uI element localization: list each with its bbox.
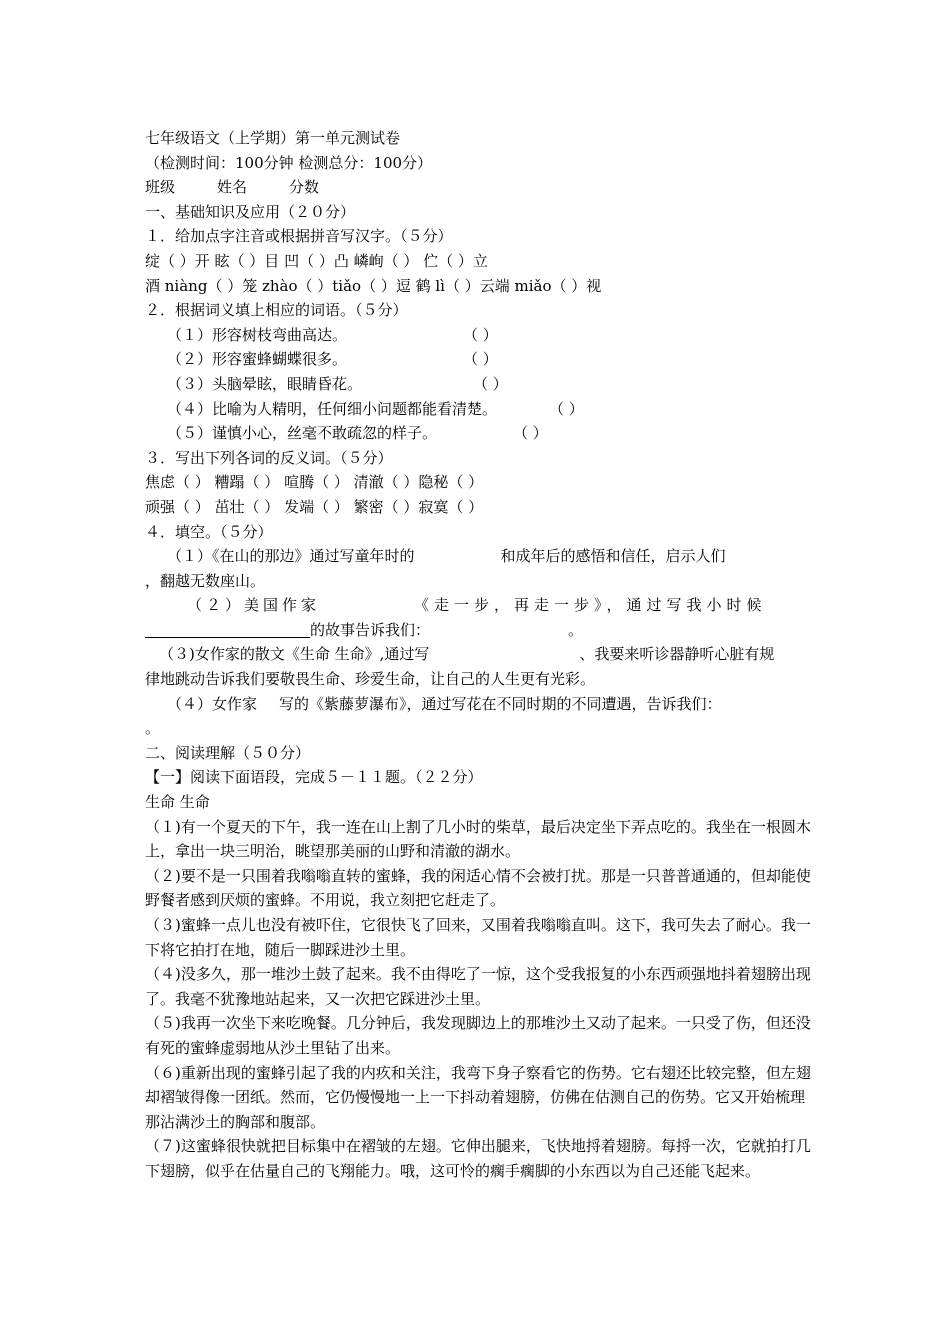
q4-item4: （４）女作家 写的《紫藤萝瀑布》，通过写花在不同时期的不同遭遇，告诉我们： bbox=[167, 694, 722, 713]
q4-item1: （１）《在山的那边》通过写童年时的 和成年后的感悟和信任，启示人们 bbox=[167, 547, 726, 566]
name-label: 姓名 bbox=[217, 178, 248, 197]
article-paragraph: （２)要不是一只围着我嗡嗡直转的蜜蜂，我的闲适心情不会被打扰。那是一只普普通通的，但却能使野餐者感到厌烦的蜜蜂。不用说，我立刻把它赶走了。 bbox=[145, 866, 811, 910]
q4-item1-cont: ，翻越无数座山。 bbox=[145, 571, 266, 590]
article-paragraph: （５)我再一次坐下来吃晚餐。几分钟后，我发现脚边上的那堆沙土又动了起来。一只受了伤，但还没有死的蜜蜂虚弱地从沙土里钻了出来。 bbox=[145, 1014, 811, 1057]
section2-heading: 二、阅读理解（５０分） bbox=[145, 743, 311, 762]
q4-prompt: ４．填空。（５分） bbox=[145, 522, 273, 541]
q2-item: （５）谨慎小心，丝毫不敢疏忽的样子。 （ ） bbox=[167, 424, 548, 443]
q4-item2-cont: 的故事告诉我们： 。 bbox=[145, 618, 817, 643]
q4-item2: （２）美国作家 《走一步，再走一步》，通过写我小时候 bbox=[187, 596, 767, 615]
article-paragraph: （３)蜜蜂一点儿也没有被吓住，它很快飞了回来，又围着我嗡嗡直叫。这下，我可失去了耐心。我一下将它拍打在地，随后一脚踩进沙土里。 bbox=[145, 916, 811, 959]
q2-item: （２）形容蜜蜂蝴蝶很多。 （ ） bbox=[167, 350, 498, 369]
article-paragraph: （７)这蜜蜂很快就把目标集中在褶皱的左翅。它伸出腿来，飞快地捋着翅膀。每捋一次，它就拍打几下翅膀，似乎在估量自己的飞翔能力。哦，这可怜的瘸手瘸脚的小东西以为自己还能飞起来。 bbox=[145, 1137, 811, 1180]
exam-page bbox=[145, 126, 817, 1184]
exam-title: 七年级语文（上学期）第一单元测试卷 bbox=[145, 129, 401, 147]
part1-label: 【一】阅读下面语段，完成５－１１题。（２２分） bbox=[145, 768, 483, 787]
q1-prompt: １．给加点字注音或根据拼音写汉字。（５分） bbox=[145, 227, 453, 246]
article-paragraph: （４)没多久，那一堆沙土鼓了起来。我不由得吃了一惊，这个受我报复的小东西顽强地抖着翅膀出现了。我毫不犹豫地站起来，又一次把它踩进沙土里。 bbox=[145, 965, 811, 1008]
q2-prompt: ２．根据词义填上相应的词语。（５分） bbox=[145, 301, 408, 320]
article-title: 生命 生命 bbox=[145, 793, 210, 812]
q2-item: （４）比喻为人精明，任何细小问题都能看清楚。 （ ） bbox=[167, 399, 584, 418]
student-info-row bbox=[145, 175, 817, 200]
class-label: 班级 bbox=[145, 178, 176, 197]
q3-row1: 焦虑（ ） 糟蹋（ ） 喧腾（ ） 清澈（ ）隐秘（ ） bbox=[145, 473, 484, 492]
q4-item3-cont: 律地跳动告诉我们要敬畏生命、珍爱生命，让自己的人生更有光彩。 bbox=[145, 670, 596, 689]
score-label: 分数 bbox=[289, 178, 320, 197]
exam-meta: （检测时间：100分钟 检测总分：100分） bbox=[145, 153, 433, 172]
article-paragraph: （６)重新出现的蜜蜂引起了我的内疚和关注，我弯下身子察看它的伤势。它右翅还比较完整，但左翅却褶皱得像一团纸。然而，它仍慢慢地一上一下抖动着翅膀，仿佛在估测自己的伤势。它又开始梳理那沾满沙土的胸部和腹部。 bbox=[145, 1063, 811, 1131]
section1-heading: 一、基础知识及应用（２０分） bbox=[145, 202, 356, 221]
q4-item3: （３)女作家的散文《生命 生命》,通过写 、我要来听诊器静听心脏有规 bbox=[159, 645, 775, 664]
q3-prompt: ３．写出下列各词的反义词。（５分） bbox=[145, 448, 393, 467]
q4-item4-cont: 。 bbox=[145, 719, 161, 738]
q2-item: （１）形容树枝弯曲高达。 （ ） bbox=[167, 325, 498, 344]
answer-underline[interactable] bbox=[145, 621, 310, 638]
q3-row2: 顽强（ ） 茁壮（ ） 发端（ ） 繁密（ ）寂寞（ ） bbox=[145, 497, 484, 516]
q1-row2: 酒 niàng（ ）笼 zhào（ ）tiǎo（ ）逗 鹤 lì（ ）云端 miǎo（ ）视 bbox=[145, 276, 602, 295]
q2-item: （３）头脑晕眩，眼睛昏花。 （ ） bbox=[167, 374, 508, 393]
q1-row1: 绽（ ）开 眩（ ）目 凹（ ）凸 嶙峋（ ） 伫（ ）立 bbox=[145, 251, 488, 270]
article-paragraph: （１)有一个夏天的下午，我一连在山上割了几小时的柴草，最后决定坐下弄点吃的。我坐在一根圆木上，拿出一块三明治，眺望那美丽的山野和清澈的湖水。 bbox=[145, 817, 811, 861]
